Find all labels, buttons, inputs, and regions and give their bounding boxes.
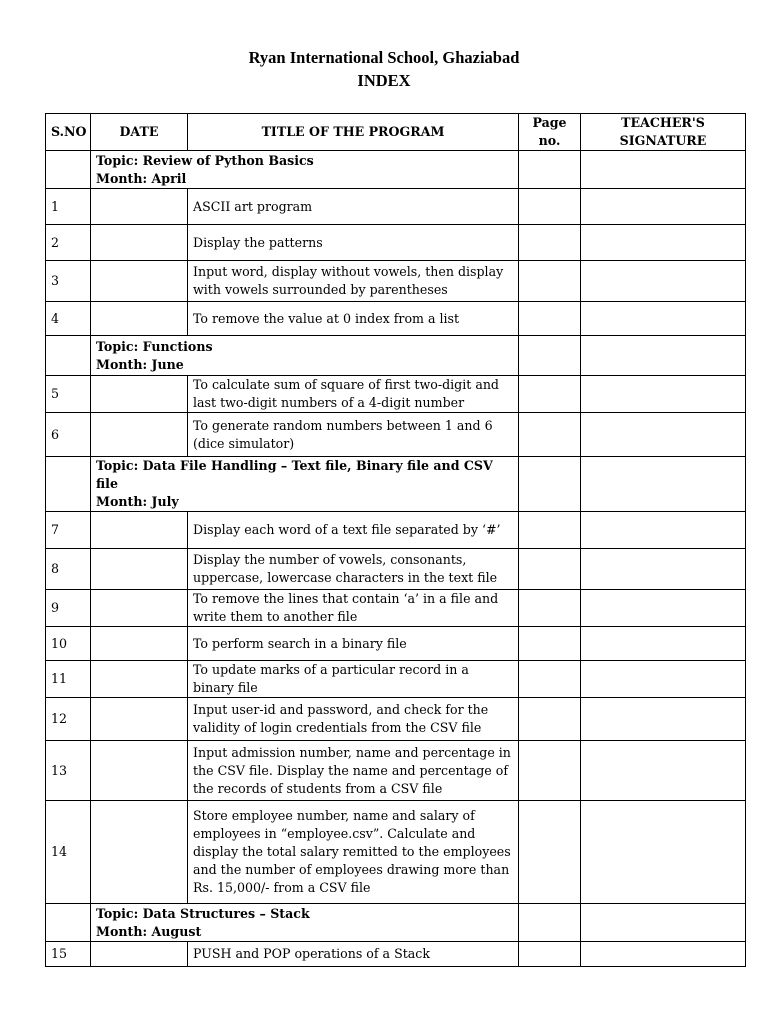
table-header-row xyxy=(46,114,746,151)
signature-cell xyxy=(581,590,746,627)
signature-cell xyxy=(581,942,746,967)
program-row xyxy=(46,376,746,413)
page-cell xyxy=(519,376,581,413)
page-cell xyxy=(519,336,581,376)
program-row xyxy=(46,801,746,904)
program-title-cell: To perform search in a binary file xyxy=(188,627,519,661)
topic-cell xyxy=(91,457,519,512)
sno-cell xyxy=(46,151,91,189)
date-cell xyxy=(91,590,188,627)
table-body xyxy=(46,151,746,967)
topic-label: Topic: Data Structures – Stack xyxy=(96,905,310,921)
page-cell xyxy=(519,661,581,698)
date-cell xyxy=(91,225,188,261)
page-cell xyxy=(519,151,581,189)
program-row xyxy=(46,512,746,549)
document-header xyxy=(0,46,768,92)
sno-cell: 7 xyxy=(46,512,91,549)
program-title-cell: To remove the value at 0 index from a list xyxy=(188,302,519,336)
sno-cell: 4 xyxy=(46,302,91,336)
column-header-signature: TEACHER'S SIGNATURE xyxy=(581,114,746,151)
column-header-page: Page no. xyxy=(519,114,581,151)
page-cell xyxy=(519,627,581,661)
date-cell xyxy=(91,741,188,801)
sno-cell: 6 xyxy=(46,413,91,457)
date-cell xyxy=(91,698,188,741)
program-title-cell: Display the patterns xyxy=(188,225,519,261)
sno-cell: 3 xyxy=(46,261,91,302)
signature-cell xyxy=(581,904,746,942)
program-row xyxy=(46,590,746,627)
sno-cell: 15 xyxy=(46,942,91,967)
program-title-cell: Display the number of vowels, consonants, uppercase, lowercase characters in the text file xyxy=(188,549,519,590)
page-cell xyxy=(519,549,581,590)
page-cell xyxy=(519,302,581,336)
program-title-cell: PUSH and POP operations of a Stack xyxy=(188,942,519,967)
sno-cell: 2 xyxy=(46,225,91,261)
date-cell xyxy=(91,261,188,302)
program-title-cell: To calculate sum of square of first two-digit and last two-digit numbers of a 4-digit number xyxy=(188,376,519,413)
program-row xyxy=(46,741,746,801)
topic-row xyxy=(46,904,746,942)
signature-cell xyxy=(581,336,746,376)
date-cell xyxy=(91,549,188,590)
signature-cell xyxy=(581,512,746,549)
topic-label: Topic: Data File Handling – Text file, Binary file and CSV file xyxy=(96,458,493,491)
page-cell xyxy=(519,904,581,942)
sno-cell: 10 xyxy=(46,627,91,661)
page-cell xyxy=(519,512,581,549)
sno-cell xyxy=(46,904,91,942)
program-title-cell: To update marks of a particular record in a binary file xyxy=(188,661,519,698)
program-title-cell: To generate random numbers between 1 and 6 (dice simulator) xyxy=(188,413,519,457)
date-cell xyxy=(91,627,188,661)
month-label: Month: August xyxy=(96,923,202,939)
signature-cell xyxy=(581,225,746,261)
date-cell xyxy=(91,376,188,413)
date-cell xyxy=(91,413,188,457)
signature-cell xyxy=(581,457,746,512)
program-title-cell: Input user-id and password, and check for the validity of login credentials from the CSV file xyxy=(188,698,519,741)
topic-cell xyxy=(91,336,519,376)
page-cell xyxy=(519,225,581,261)
sno-cell xyxy=(46,457,91,512)
signature-cell xyxy=(581,376,746,413)
program-title-cell: Input admission number, name and percentage in the CSV file. Display the name and percentage of the records of students from a CSV file xyxy=(188,741,519,801)
program-row xyxy=(46,413,746,457)
column-header-sno: S.NO xyxy=(46,114,91,151)
month-label: Month: July xyxy=(96,494,179,509)
program-row xyxy=(46,302,746,336)
date-cell xyxy=(91,189,188,225)
topic-cell xyxy=(91,904,519,942)
topic-row xyxy=(46,457,746,512)
signature-cell xyxy=(581,261,746,302)
sno-cell: 14 xyxy=(46,801,91,904)
sno-cell: 12 xyxy=(46,698,91,741)
signature-cell xyxy=(581,698,746,741)
program-title-cell: Display each word of a text file separated by ‘#’ xyxy=(188,512,519,549)
date-cell xyxy=(91,512,188,549)
program-row xyxy=(46,698,746,741)
page-cell xyxy=(519,261,581,302)
program-title-cell: To remove the lines that contain ‘a’ in a file and write them to another file xyxy=(188,590,519,627)
date-cell xyxy=(91,302,188,336)
page-cell xyxy=(519,801,581,904)
program-row xyxy=(46,261,746,302)
signature-cell xyxy=(581,661,746,698)
program-row xyxy=(46,627,746,661)
topic-label: Topic: Review of Python Basics xyxy=(96,152,314,168)
page-cell xyxy=(519,741,581,801)
signature-cell xyxy=(581,413,746,457)
column-header-date: DATE xyxy=(91,114,188,151)
sno-cell: 5 xyxy=(46,376,91,413)
topic-row xyxy=(46,151,746,189)
sno-cell: 11 xyxy=(46,661,91,698)
signature-cell xyxy=(581,189,746,225)
program-row xyxy=(46,189,746,225)
sno-cell: 8 xyxy=(46,549,91,590)
signature-cell xyxy=(581,801,746,904)
page-cell xyxy=(519,413,581,457)
program-index-table xyxy=(45,113,746,967)
signature-cell xyxy=(581,151,746,189)
program-title-cell: Store employee number, name and salary of employees in “employee.csv”. Calculate and display the total salary remitted to the employees and the number of employees drawing more than Rs. 15,000/- from a CSV file xyxy=(188,801,519,904)
program-row xyxy=(46,225,746,261)
sno-cell: 9 xyxy=(46,590,91,627)
page-cell xyxy=(519,942,581,967)
topic-row xyxy=(46,336,746,376)
signature-cell xyxy=(581,302,746,336)
signature-cell xyxy=(581,549,746,590)
index-heading: INDEX xyxy=(357,71,411,90)
column-header-title: TITLE OF THE PROGRAM xyxy=(188,114,519,151)
school-name: Ryan International School, Ghaziabad xyxy=(248,48,520,67)
date-cell xyxy=(91,661,188,698)
signature-cell xyxy=(581,627,746,661)
signature-cell xyxy=(581,741,746,801)
page-cell xyxy=(519,590,581,627)
program-row xyxy=(46,549,746,590)
program-row xyxy=(46,661,746,698)
month-label: Month: April xyxy=(96,170,187,186)
month-label: Month: June xyxy=(96,356,184,372)
topic-label: Topic: Functions xyxy=(96,338,213,354)
topic-cell xyxy=(91,151,519,189)
sno-cell xyxy=(46,336,91,376)
program-title-cell: Input word, display without vowels, then display with vowels surrounded by parentheses xyxy=(188,261,519,302)
sno-cell: 13 xyxy=(46,741,91,801)
page-cell xyxy=(519,698,581,741)
date-cell xyxy=(91,801,188,904)
page-cell xyxy=(519,189,581,225)
date-cell xyxy=(91,942,188,967)
sno-cell: 1 xyxy=(46,189,91,225)
program-row xyxy=(46,942,746,967)
page-cell xyxy=(519,457,581,512)
program-title-cell: ASCII art program xyxy=(188,189,519,225)
